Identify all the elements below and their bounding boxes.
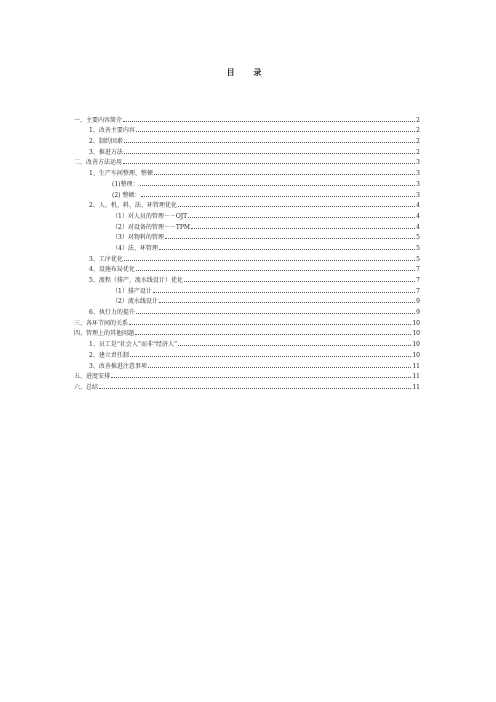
toc-entry[interactable] [74, 327, 420, 338]
toc-entry-page-number: 11 [412, 383, 420, 391]
toc-entry-label: 2、建立责任制 [89, 351, 129, 359]
dot-leader [191, 228, 415, 229]
dot-leader [124, 142, 415, 143]
toc-entry-label: (2) 整顿： [112, 191, 141, 199]
toc-entry-label: （3）对物料的管理 [112, 234, 164, 242]
toc-entry-page-number: 2 [416, 127, 420, 135]
toc-entry[interactable] [74, 188, 420, 199]
dot-leader [111, 377, 411, 378]
toc-entry[interactable] [74, 252, 420, 263]
toc-entry-page-number: 5 [416, 244, 420, 252]
toc-entry-label: 六、总结 [74, 383, 99, 391]
dot-leader [184, 281, 415, 282]
toc-entry-page-number: 7 [416, 266, 420, 274]
toc-entry[interactable] [74, 156, 420, 167]
dot-leader [99, 388, 411, 389]
toc-entry-page-number: 11 [412, 373, 420, 381]
dot-leader [148, 367, 412, 368]
toc-entry-label: 5、流程（排产、流水线设计）优化 [89, 277, 183, 284]
dot-leader [136, 313, 415, 314]
dot-leader [136, 270, 415, 271]
toc-entry-page-number: 2 [416, 116, 420, 124]
toc-entry-label: 3、改善推进注意事项 [89, 362, 147, 370]
toc-entry[interactable] [74, 284, 420, 295]
toc-entry-page-number: 10 [412, 330, 420, 338]
toc-entry-page-number: 4 [416, 202, 420, 210]
toc-entry-page-number: 9 [416, 298, 420, 306]
toc-entry-page-number: 5 [416, 255, 420, 263]
dot-leader [178, 345, 411, 346]
toc-entry-page-number: 10 [412, 319, 420, 327]
toc-entry-label: 二、改善方法运用 [74, 159, 123, 167]
toc-entry[interactable] [74, 199, 420, 210]
toc-entry-label: 4、设施布局优化 [89, 266, 135, 274]
dot-leader [140, 185, 416, 186]
toc-entry-page-number: 3 [416, 180, 420, 188]
toc-entry[interactable] [74, 380, 420, 391]
toc-entry[interactable] [74, 273, 420, 284]
toc-entry-page-number: 3 [416, 159, 420, 167]
dot-leader [129, 324, 411, 325]
toc-entry[interactable] [74, 241, 420, 252]
toc-entry[interactable] [74, 177, 420, 188]
toc-entry[interactable] [74, 370, 420, 381]
toc-entry[interactable] [74, 263, 420, 274]
toc-entry-page-number: 3 [416, 191, 420, 199]
toc-entry-page-number: 2 [416, 148, 420, 156]
toc-entry-page-number: 4 [416, 223, 420, 231]
toc-entry-label: （2）流水线设计 [112, 298, 158, 306]
toc-entry-label: （4）法、环管理 [112, 244, 158, 252]
dot-leader [178, 206, 415, 207]
toc-entry-label: 四、管理上的其他问题 [74, 330, 135, 338]
toc-entry-label: （1）对人员的管理－－OJT [112, 212, 188, 220]
toc-entry-label: 3、工序优化 [89, 255, 123, 263]
toc-entry[interactable] [74, 305, 420, 316]
toc-entry-label: 1、生产车间整理、整顿 [89, 170, 153, 178]
toc-entry-page-number: 11 [412, 362, 420, 370]
toc-entry-label: 五、进度安排 [74, 373, 111, 381]
toc-entry-page-number: 9 [416, 309, 420, 317]
dot-leader [159, 249, 415, 250]
toc-entry[interactable] [74, 124, 420, 135]
toc-entry-page-number: 5 [416, 234, 420, 242]
toc-entry-label: 1、改善主要内容 [89, 127, 135, 135]
toc-entry[interactable] [74, 209, 420, 220]
toc-entry[interactable] [74, 231, 420, 242]
dot-leader [141, 196, 415, 197]
toc-entry[interactable] [74, 145, 420, 156]
toc-entry-page-number: 7 [416, 287, 420, 295]
toc-entry[interactable] [74, 316, 420, 327]
toc-entry-label: 6、执行力的提升 [89, 309, 135, 317]
toc-entry-label: (1)整理： [112, 180, 139, 188]
dot-leader [135, 334, 411, 335]
toc-entry[interactable] [74, 166, 420, 177]
toc-entry-page-number: 10 [412, 351, 420, 359]
toc-entry[interactable] [74, 113, 420, 124]
toc-entry[interactable] [74, 134, 420, 145]
dot-leader [123, 121, 415, 122]
toc-entry-label: （2）对设备的管理－－TPM [112, 223, 191, 231]
dot-leader [136, 131, 415, 132]
toc-entry[interactable] [74, 220, 420, 231]
toc-entry-label: 三、各环节间的关系 [74, 319, 129, 327]
toc-entry[interactable] [74, 337, 420, 348]
toc-entry-label: 1、员工是“社会人”而非“经济人” [89, 341, 178, 349]
toc-entry[interactable] [74, 295, 420, 306]
dot-leader [124, 260, 415, 261]
toc-entry-page-number: 3 [416, 170, 420, 178]
toc-title: 目 录 [226, 67, 270, 77]
toc-entry[interactable] [74, 348, 420, 359]
toc-entry-label: 2、制约因素 [89, 138, 123, 146]
toc-entry-label: 2、人、机、料、法、环管理优化 [89, 202, 177, 210]
toc-entry-label: （1）排产设计 [112, 287, 152, 295]
toc-entry-page-number: 7 [416, 277, 420, 284]
toc-entry-page-number: 4 [416, 212, 420, 220]
dot-leader [123, 163, 415, 164]
dot-leader [159, 302, 415, 303]
dot-leader [188, 217, 415, 218]
dot-leader [124, 153, 415, 154]
toc-entry-page-number: 10 [412, 341, 420, 349]
toc-entry-page-number: 2 [416, 138, 420, 146]
table-of-contents [74, 113, 420, 391]
toc-entry[interactable] [74, 359, 420, 370]
dot-leader [154, 174, 415, 175]
toc-entry-label: 一、主要内容简介 [74, 116, 123, 124]
dot-leader [153, 292, 415, 293]
dot-leader [130, 356, 412, 357]
dot-leader [165, 238, 415, 239]
toc-entry-label: 3、推进方法 [89, 148, 123, 156]
